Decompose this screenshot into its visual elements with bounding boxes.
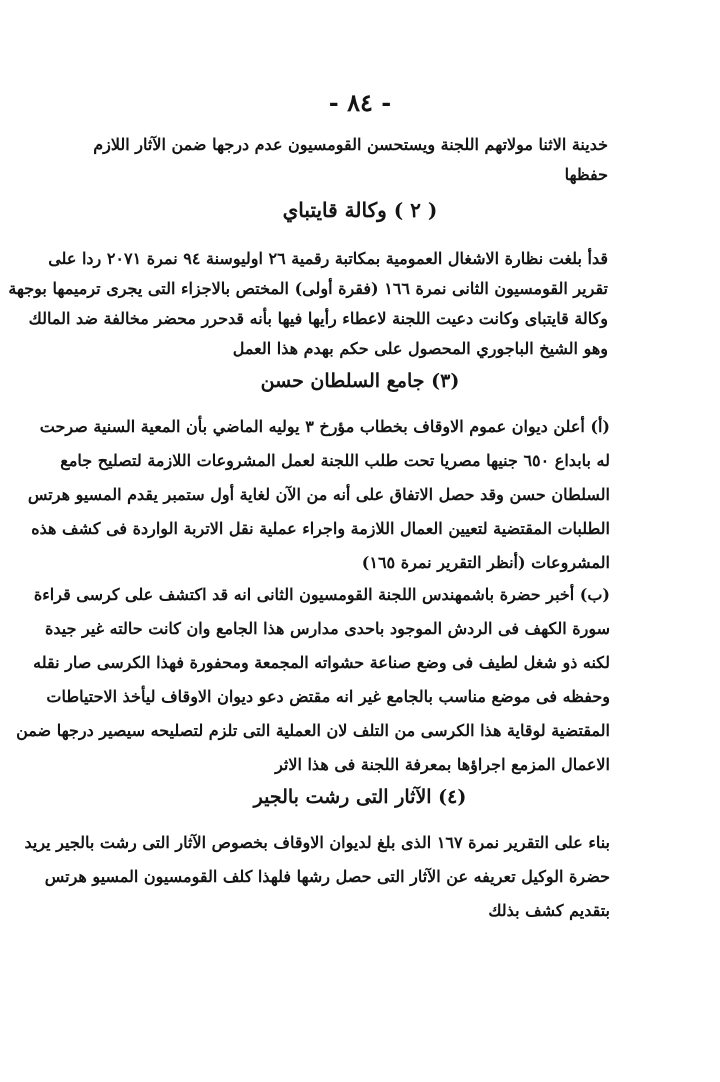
section4-paragraph <box>24 826 610 928</box>
section4-line: حضرة الوكيل تعريفه عن الآثار التى حصل رشها فلهذا كلف القومسيون المسيو هرتس <box>44 867 610 886</box>
section4-line: بتقديم كشف بذلك <box>488 901 610 920</box>
section3-heading: (٣) جامع السلطان حسن <box>260 370 460 392</box>
paragraph-b-line: (ب) أخبر حضرة باشمهندس اللجنة القومسيون الثانى انه قد اكتشف على كرسى قراءة <box>33 585 610 604</box>
paragraph-b-line: وحفظه فى موضع مناسب بالجامع غير انه مقتض دعو ديوان الاوقاف ليأخذ الاحتياطات <box>46 687 610 706</box>
section3-paragraph-a <box>27 410 610 580</box>
intro-line: خدينة الاثنا مولاتهم اللجنة ويستحسن القومسيون عدم درجها ضمن الآثار اللازم <box>93 135 608 154</box>
paragraph-b-line: المقتضية لوقاية هذا الكرسى من التلف لان العملية التى تلزم لتصليحه سيصير درجها ضمن <box>16 721 610 740</box>
page-number: - ٨٤ - <box>328 88 392 117</box>
intro-line: حفظها <box>564 165 608 184</box>
paragraph-a-line: السلطان حسن وقد حصل الاتفاق على أنه من الآن لغاية أول ستمبر يقدم المسيو هرتس <box>27 485 610 504</box>
intro-paragraph <box>93 130 608 190</box>
section4-line: بناء على التقرير نمرة ١٦٧ الذى بلغ لديوان الاوقاف بخصوص الآثار التى رشت بالجير يريد <box>24 833 610 852</box>
section2-line: تقرير القومسيون الثانى نمرة ١٦٦ (فقرة أولى) المختص بالاجزاء التى يجرى ترميمها بوجهة <box>8 279 608 298</box>
section2-line: وهو الشيخ الباجوري المحصول على حكم بهدم هذا العمل <box>232 339 608 358</box>
section3-paragraph-b <box>16 578 610 782</box>
paragraph-a-line: (أ) أعلن ديوان عموم الاوقاف بخطاب مؤرخ ٣ يوليه الماضي بأن المعية السنية صرحت <box>39 417 610 436</box>
paragraph-a-line: المشروعات (أنظر التقرير نمرة ١٦٥) <box>361 553 610 572</box>
section2-heading: ( ٢ ) وكالة قايتباي <box>282 198 438 222</box>
section2-line: وكالة قايتباى وكانت دعيت اللجنة لاعطاء رأيها فيها بأنه قدحرر محضر مخالفة ضد المالك <box>28 309 608 328</box>
paragraph-b-line: الاعمال المزمع اجراؤها بمعرفة اللجنة فى هذا الاثر <box>275 755 610 774</box>
section2-line: قدأ بلغت نظارة الاشغال العمومية بمكاتبة رقمية ٢٦ اوليوسنة ٩٤ نمرة ٢٠٧١ ردا على <box>48 249 608 268</box>
paragraph-a-line: له بابداع ٦٥٠ جنيها مصريا تحت طلب اللجنة لعمل المشروعات اللازمة لتصليح جامع <box>60 451 610 470</box>
section4-heading: (٤) الآثار التى رشت بالجير <box>253 786 467 808</box>
paragraph-b-line: لكنه ذو شغل لطيف فى وضع صناعة حشواته المجمعة ومحفورة فهذا الكرسى صار نقله <box>33 653 610 672</box>
section2-paragraph <box>8 244 608 364</box>
paragraph-b-line: سورة الكهف فى الردش الموجود باحدى مدارس هذا الجامع وان كانت حالته غير جيدة <box>44 619 610 638</box>
paragraph-a-line: الطلبات المقتضية لتعيين العمال اللازمة واجراء عملية نقل الاتربة الواردة فى كشف هذه <box>31 519 610 538</box>
